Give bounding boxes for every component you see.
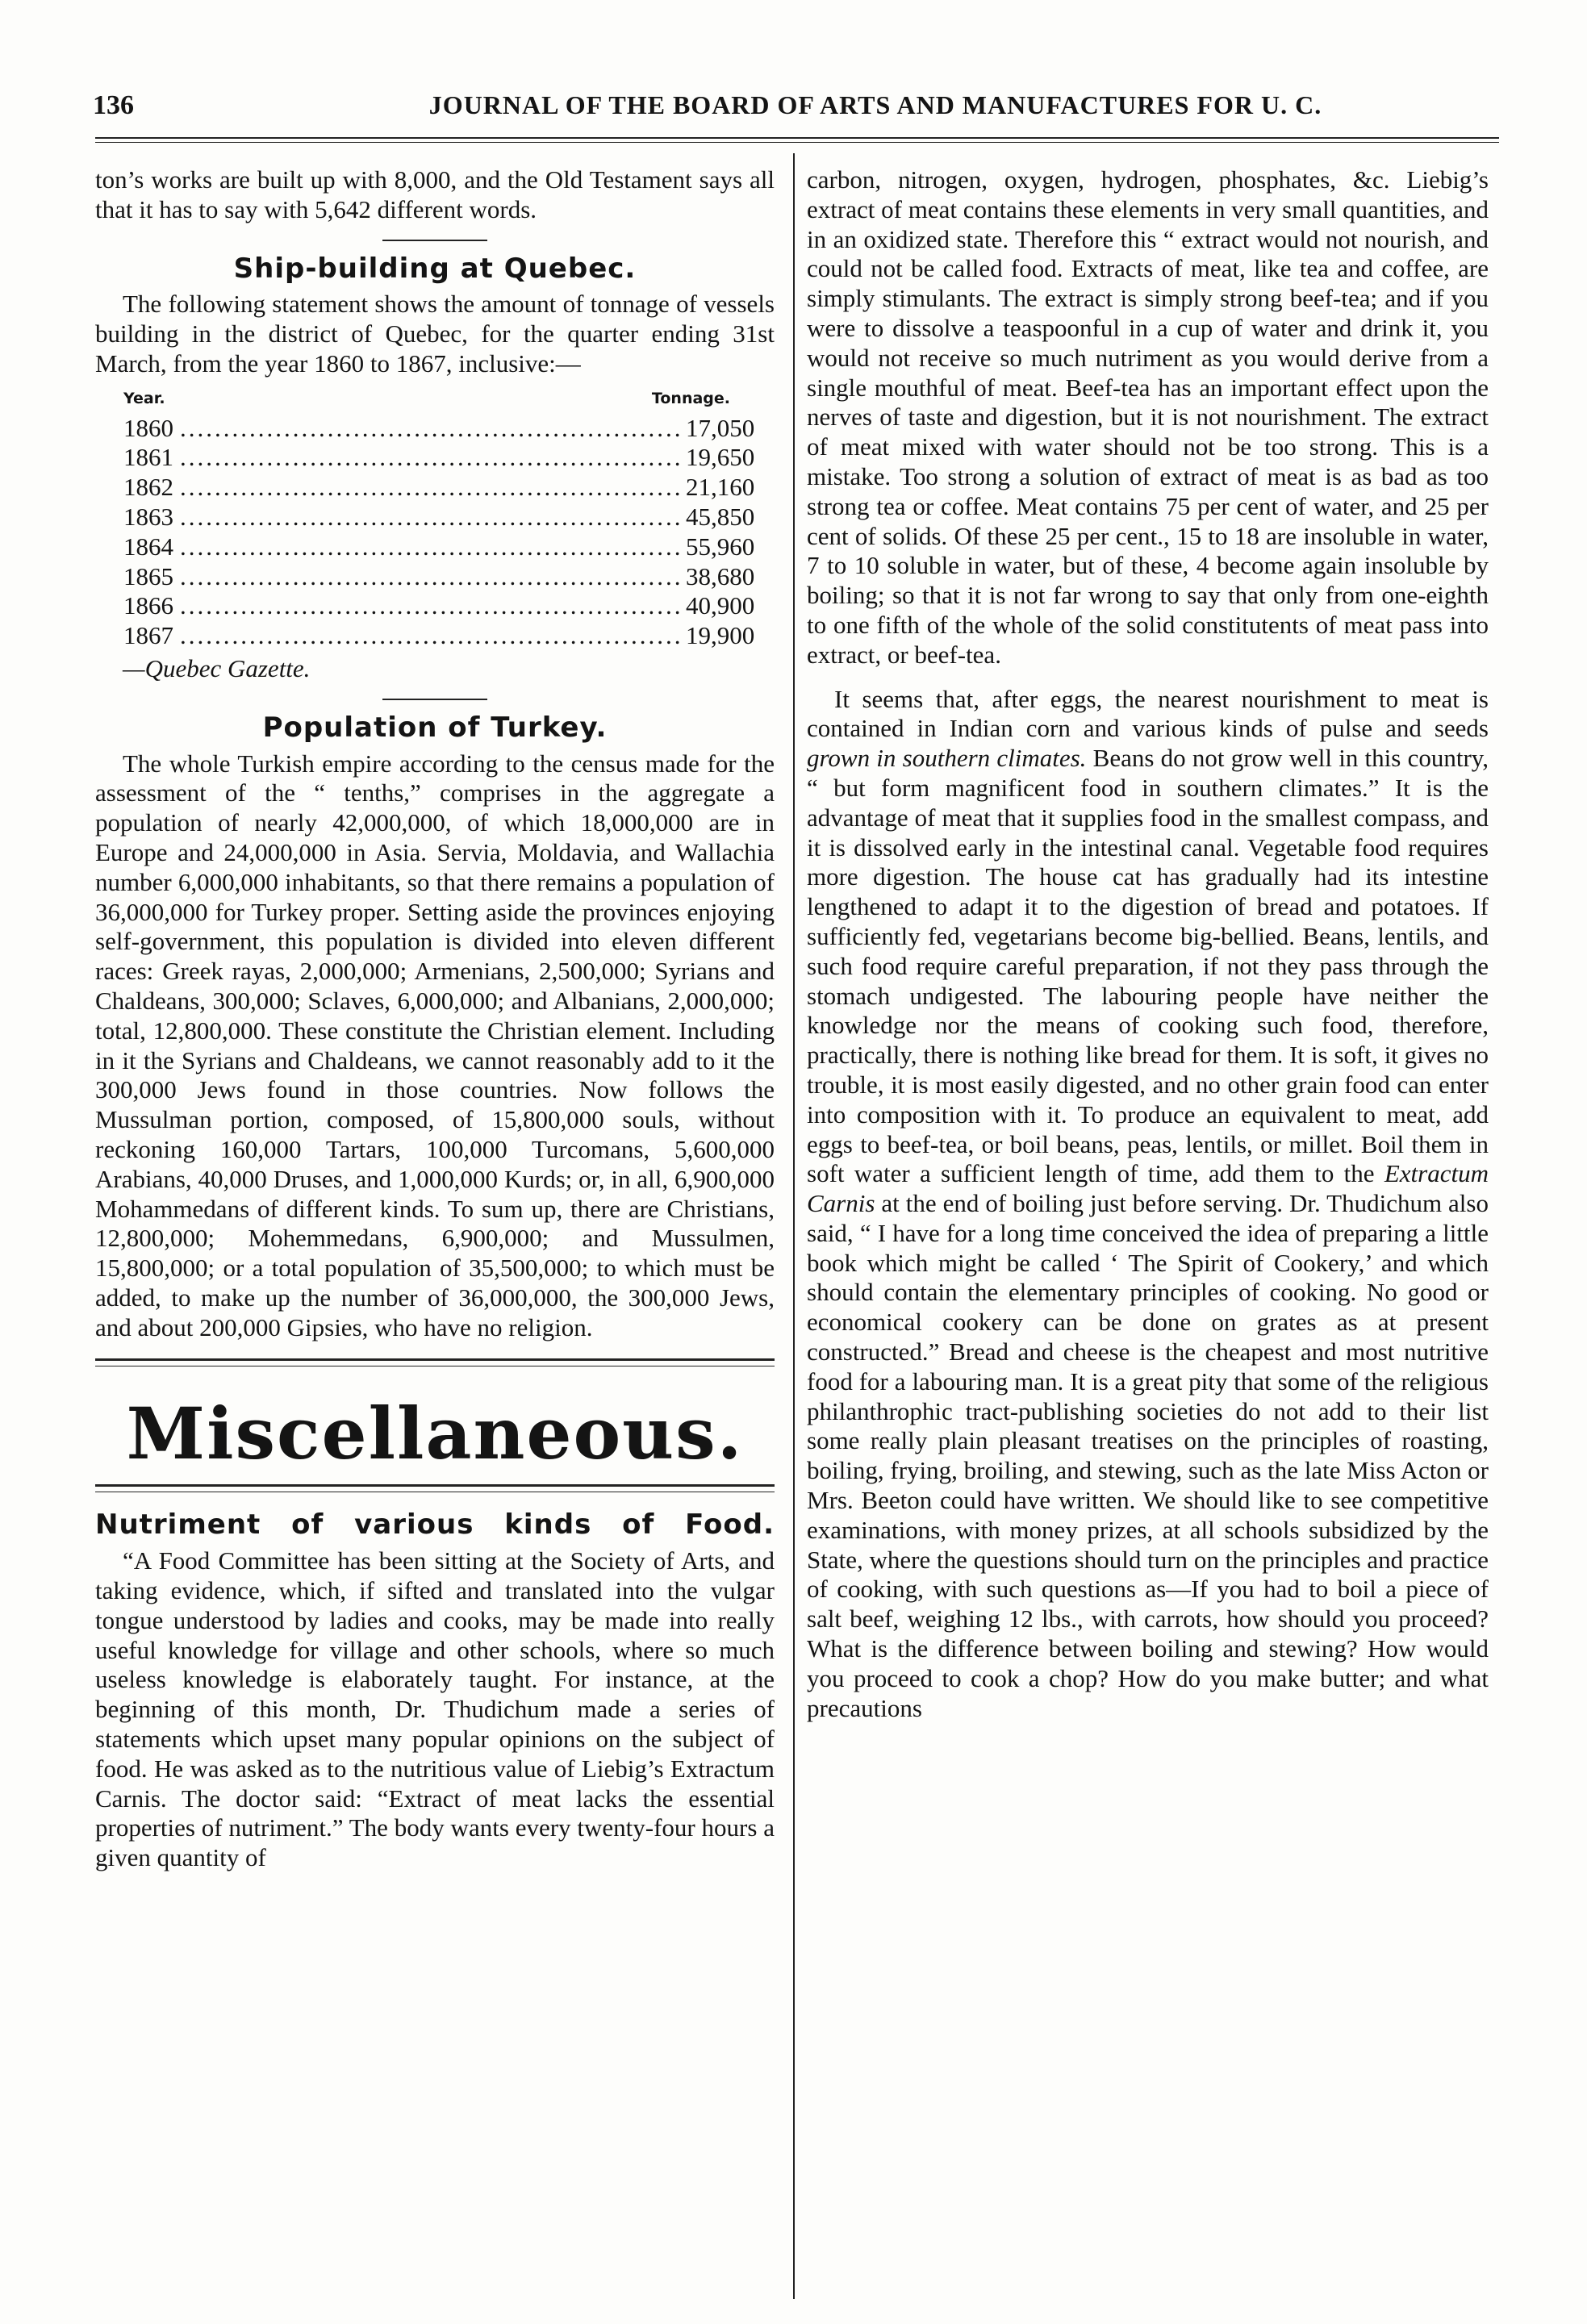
nourishment-text-b: Beans do not grow well in this country, “ but form magnificent food in southern climates.” It is the advantage of meat that it supplies food in the smallest compass, and it is dissolved early in the intestinal canal. Vegetable food requires more digestion. The house cat has gradually had its intestine lengthened to adapt it to the digestion of bread and potatoes. If sufficiently fed, vegetarians become big-bellied. Beans, lentils, and such food require careful preparation, if not they pass through the stomach undigested. The labouring people have neither the knowledge nor the means of cooking such food, therefore, practically, there is nothing like bread for them. It is soft, it gives no trouble, it is most easily digested, and no other grain food can enter into composition with it. To produce an equivalent to meat, add eggs to beef-tea, or boil beans, peas, lentils, or millet. Boil them in soft water a sufficient length of time, add them to the (807, 744, 1489, 1188)
tonnage-cell: 17,050 (686, 413, 755, 442)
year-cell: 1861 (123, 443, 173, 472)
tonnage-table (95, 384, 775, 651)
nutriment-title: Nutriment of various kinds of Food. (95, 1508, 775, 1542)
table-row (95, 414, 775, 444)
section-divider (382, 699, 487, 700)
section-divider (382, 240, 487, 241)
year-cell: 1862 (123, 473, 173, 502)
leader-dots (180, 532, 679, 562)
leader-dots (180, 562, 679, 592)
nourishment-paragraph (807, 685, 1489, 1724)
year-cell: 1860 (123, 413, 173, 442)
table-row (95, 562, 775, 592)
turkey-text: The whole Turkish empire according to the census made for the assessment of the “ tenths,” comprises in the aggregate a population of nearly 42,000,000, of which 18,000,000 are in Europe and 24,000,000 in Asia. Servia, Moldavia, and Wallachia number 6,000,000 inhabitants, so that there remains a population of 36,000,000 for Turkey proper. Setting aside the provinces enjoying self-government, this population is divided into eleven different races: Greek rayas, 2,000,000; Armenians, 2,500,000; Syrians and Chaldeans, 300,000; Sclaves, 6,000,000; and Albanians, 2,000,000; total, 12,800,000. These constitute the Christian element. Including in it the Syrians and Chaldeans, we cannot reasonably add to it the 300,000 Jews found in those countries. Now follows the Mussulman portion, composed, of 15,800,000 souls, without reckoning 160,000 Tartars, 100,000 Turcomans, 5,600,000 Arabians, 40,000 Druses, and 1,000,000 Kurds; or, in all, 6,900,000 Mohammedans of different kinds. To sum up, there are Christians, 12,800,000; Mohemmedans, 6,900,000; and Mussulmen, 15,800,000; or a total population of 35,500,000; to which must be added, to make up the number of 36,000,000, the 300,000 Jews, and about 200,000 Gipsies, who have no religion. (95, 749, 775, 1341)
column-header-year: Year. (123, 389, 165, 407)
tonnage-cell: 55,960 (686, 532, 755, 561)
tonnage-cell: 38,680 (686, 561, 755, 590)
nourishment-text-c: at the end of boiling just before serving. Dr. Thudichum also said, “ I have for a long time conceived the idea of preparing a little book which might be called ‘ The Spirit of Cookery,’ and which should contain the elementary principles of cooking. No good or economical cookery can be done on grates as at present constructed.” Bread and cheese is the cheapest and most nutritive food for a labouring man. It is a great pity that some of the religious philanthrophic tract-publishing societies do not add to their list some really plain pleasant treatises on the principles of roasting, boiling, frying, broiling, and stewing, such as the late Miss Acton or Mrs. Beeton could have written. We should like to see competitive examinations, with money prizes, at all schools subsidized by the State, where the questions should turn on the principles and practice of cooking, with such questions as—If you had to boil a piece of salt beef, weighing 12 lbs., with carrots, how should you proceed? What is the difference between boiling and stewing? How would you proceed to cook a chop? How do you make butter; and what precautions (807, 1189, 1489, 1722)
table-row (95, 443, 775, 473)
source-credit: —Quebec Gazette. (123, 653, 311, 682)
tonnage-cell: 19,650 (686, 443, 755, 472)
misc-rule-top (95, 1358, 775, 1366)
leader-dots (180, 414, 679, 444)
continuation-text: ton’s works are built up with 8,000, and the Old Testament says all that it has to say with 5,642 different words. (95, 165, 775, 223)
leader-dots (180, 473, 679, 503)
nourishment-italic-2: Extractum Carnis (807, 1159, 1489, 1218)
year-cell: 1863 (123, 502, 173, 531)
year-cell: 1864 (123, 532, 173, 561)
shipbuilding-intro: The following statement shows the amount of tonnage of vessels building in the district of Quebec, for the quarter ending 31st March, from the year 1860 to 1867, inclusive:— (95, 290, 775, 378)
leader-dots (180, 443, 679, 473)
nutriment-text: “A Food Committee has been sitting at the Society of Arts, and taking evidence, which, if sifted and translated into the vulgar tongue understood by ladies and cooks, may be made into really useful knowledge for village and other schools, where so much useless knowledge is elaborately taught. For instance, at the beginning of this month, Dr. Thudichum made a series of statements which upset many popular opinions on the subject of food. He was asked as to the nutritious value of Liebig’s Extractum Carnis. The doctor said: “Extract of meat lacks the essential properties of nutriment.” The body wants every twenty-four hours a given quantity of (95, 1546, 775, 1872)
running-head: JOURNAL OF THE BOARD OF ARTS AND MANUFACTURES FOR U. C. (428, 90, 1322, 119)
nourishment-text-a: It seems that, after eggs, the nearest nourishment to meat is contained in Indian corn and various kinds of pulse and seeds (807, 684, 1489, 743)
miscellaneous-heading: Miscellaneous. (126, 1391, 744, 1476)
turkey-title: Population of Turkey. (262, 711, 608, 744)
left-column (95, 165, 775, 1873)
leader-dots (180, 503, 679, 532)
table-row (95, 621, 775, 651)
year-cell: 1866 (123, 591, 173, 620)
tonnage-table-header (95, 384, 775, 414)
tonnage-cell: 19,900 (686, 621, 755, 650)
tonnage-cell: 21,160 (686, 473, 755, 502)
table-row (95, 503, 775, 532)
leader-dots (180, 591, 679, 621)
header-rule (95, 137, 1499, 143)
tonnage-cell: 40,900 (686, 591, 755, 620)
table-row (95, 532, 775, 562)
year-cell: 1867 (123, 621, 173, 650)
nourishment-italic-1: grown in southern climates. (807, 744, 1087, 773)
leader-dots (180, 621, 679, 651)
page-header (93, 84, 1497, 132)
misc-rule-bottom (95, 1484, 775, 1492)
column-divider (793, 153, 795, 2299)
tonnage-cell: 45,850 (686, 502, 755, 531)
shipbuilding-title: Ship-building at Quebec. (233, 252, 637, 285)
extract-paragraph: carbon, nitrogen, oxygen, hydrogen, phosphates, &c. Liebig’s extract of meat contains these elements in very small quantities, and in an oxidized state. Therefore this “ extract would not nourish, and could not be called food. Extracts of meat, like tea and coffee, are simply stimulants. The extract is simply strong beef-tea; and if you were to dissolve a teaspoonful in a cup of water and drink it, you would not receive so much nutriment as you would derive from a single mouthful of meat. Beef-tea has an important effect upon the nerves of taste and digestion, but it is not nourishment. The extract of meat mixed with water should not be too strong. This is a mistake. Too strong a solution of extract of meat is as bad as too strong tea or coffee. Meat contains 75 per cent of water, and 25 per cent of solids. Of these 25 per cent., 15 to 18 are insoluble in water, 7 to 10 soluble in water, but of these, 4 become again insoluble by boiling; so that it is not far wrong to say that only from one-eighth to one fifth of the whole of the solid constitutents of meat pass into extract, or beef-tea. (807, 165, 1489, 669)
right-column (807, 165, 1489, 1723)
column-header-tonnage: Tonnage. (651, 389, 730, 407)
table-row (95, 591, 775, 621)
table-row (95, 473, 775, 503)
year-cell: 1865 (123, 561, 173, 590)
page-number: 136 (93, 90, 134, 120)
